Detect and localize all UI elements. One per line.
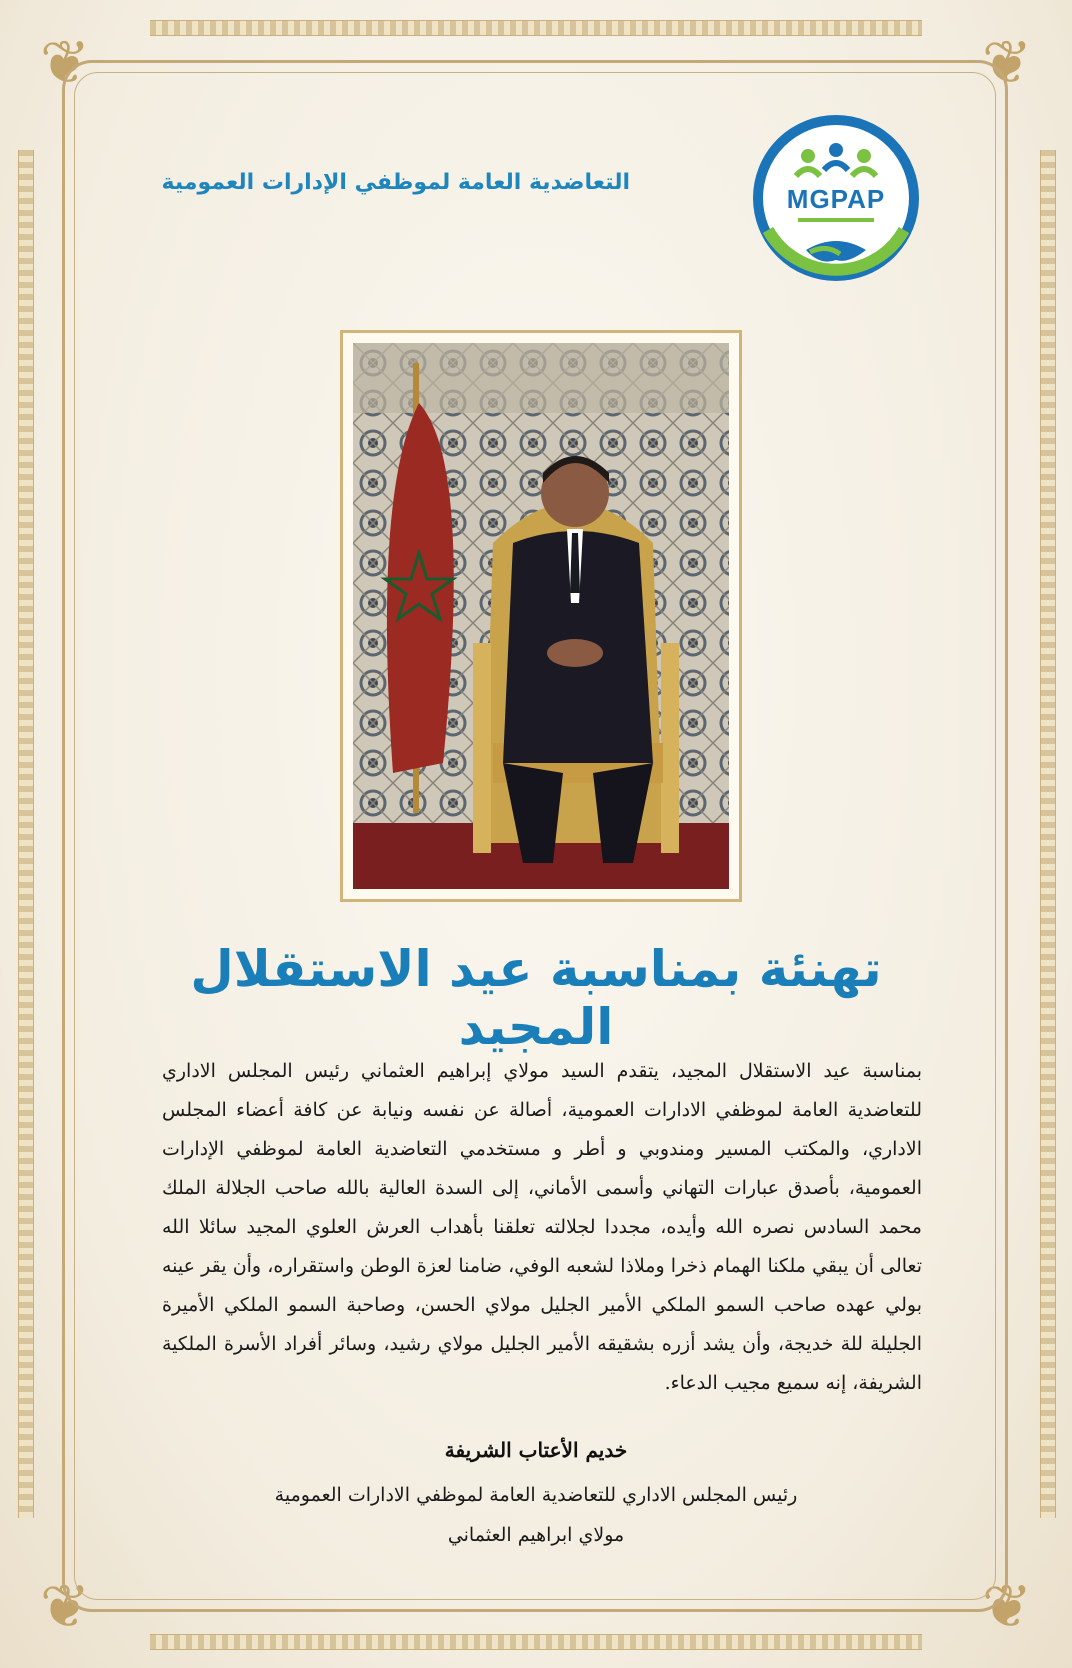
message-body: بمناسبة عيد الاستقلال المجيد، يتقدم السيد مولاي إبراهيم العثماني رئيس المجلس الاداري للتعاضدية العامة لموظفي الادارات العمومية، أصالة عن نفسه ونيابة عن كافة أعضاء المجلس الاداري، والمكتب المسير ومندوبي و أطر و مستخدمي التعاضدية العامة لموظفي الإدارات العمومية، بأصدق عبارات التهاني وأسمى الأماني، إلى السدة العالية بالله صاحب الجلالة الملك محمد السادس نصره الله وأيده، مجددا لجلالته تعلقنا بأهداب العرش العلوي المجيد سائلا الله تعالى أن يبقي ملكنا الهمام ذخرا وملاذا لشعبه الوفي، ضامنا لعزة الوطن واستقراره، وأن يقر عينه بولي عهده صاحب السمو الملكي الأمير الجليل مولاي الحسن، وصاحبة السمو الملكي الأميرة الجليلة للة خديجة، وأن يشد أزره بشقيقه الأمير الجليل مولاي رشيد، وسائر أفراد الأسرة الملكية الشريفة، إنه سميع مجيب الدعاء. (162, 1060, 922, 1394)
portrait-image (353, 343, 729, 889)
signature-role: رئيس المجلس الاداري للتعاضدية العامة لموظفي الادارات العمومية (274, 1484, 798, 1506)
decorative-border-left (18, 150, 34, 1518)
ornament-corner-icon: ❦ (981, 1572, 1033, 1642)
ornament-corner-icon: ❦ (981, 28, 1033, 98)
signature-name: مولاي ابراهيم العثماني (447, 1524, 625, 1546)
organization-name: التعاضدية العامة لموظفي الإدارات العمومية (161, 170, 630, 195)
signature-title: خديم الأعتاب الشريفة (444, 1438, 628, 1462)
decorative-border-bottom (150, 1634, 922, 1650)
royal-portrait (340, 330, 742, 902)
logo-text: MGPAP (786, 184, 886, 214)
mgpap-logo (748, 110, 924, 286)
page-title: تهنئة بمناسبة عيد الاستقلال المجيد (190, 940, 882, 1056)
decorative-border-top (150, 20, 922, 36)
ornament-corner-icon: ❦ (39, 28, 91, 98)
decorative-border-right (1040, 150, 1056, 1518)
ornament-corner-icon: ❦ (39, 1572, 91, 1642)
